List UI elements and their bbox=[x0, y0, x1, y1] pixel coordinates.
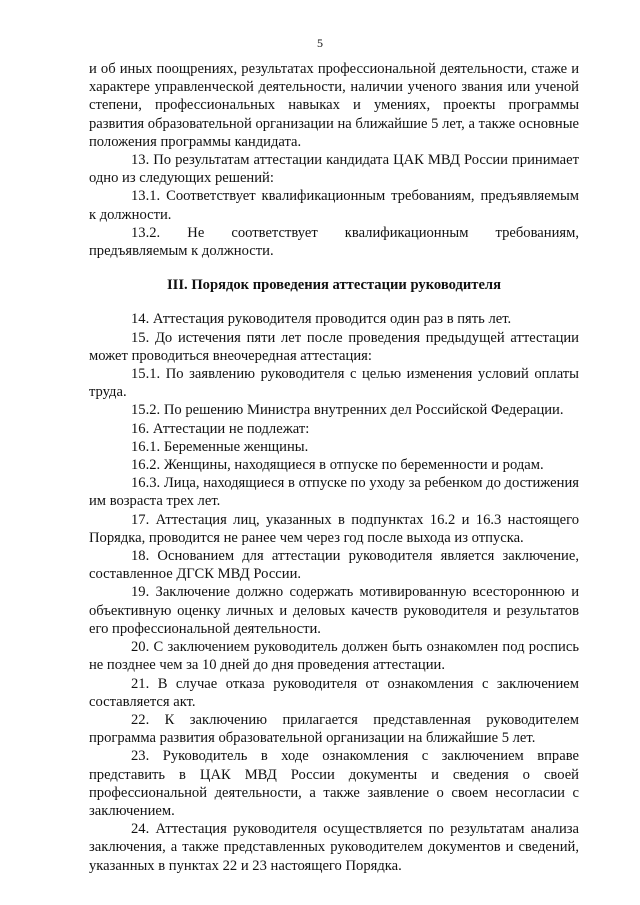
paragraph-16-3: 16.3. Лица, находящиеся в отпуске по уходу за ребенком до достижения им возраста трех лет. bbox=[89, 475, 579, 510]
paragraph-21: 21. В случае отказа руководителя от ознакомления с заключением составляется акт. bbox=[89, 675, 579, 710]
paragraph-18: 18. Основанием для аттестации руководителя является заключение, составленное ДГСК МВД России. bbox=[89, 548, 579, 583]
paragraph-16: 16. Аттестации не подлежат: bbox=[131, 420, 310, 437]
paragraph-16-1: 16.1. Беременные женщины. bbox=[131, 438, 309, 455]
paragraph-15-1: 15.1. По заявлению руководителя с целью изменения условий оплаты труда. bbox=[89, 366, 579, 401]
paragraph: и об иных поощрениях, результатах профессиональной деятельности, стаже и характере управленческой деятельности, наличии ученого звания или ученой степени, профессиональных навыках и умениях, проекты программы развития образовательной организации на ближайшие 5 лет, а также основные положения программы кандидата. bbox=[89, 61, 579, 150]
paragraph-15-2: 15.2. По решению Министра внутренних дел Российской Федерации. bbox=[131, 402, 564, 419]
paragraph-17: 17. Аттестация лиц, указанных в подпунктах 16.2 и 16.3 настоящего Порядка, проводится не ранее чем через год после выхода из отпуска. bbox=[89, 511, 579, 546]
paragraph-22: 22. К заключению прилагается представленная руководителем программа развития образовательной организации на ближайшие 5 лет. bbox=[89, 711, 579, 747]
paragraph-23: 23. Руководитель в ходе ознакомления с заключением вправе представить в ЦАК МВД России документы и сведения о своей профессиональной деятельности, а также заявление о своем несогласии с заключением. bbox=[89, 748, 579, 819]
paragraph-13: 13. По результатам аттестации кандидата ЦАК МВД России принимает одно из следующих решений: bbox=[89, 152, 579, 187]
paragraph-20: 20. С заключением руководитель должен быть ознакомлен под роспись не позднее чем за 10 дней до дня проведения аттестации. bbox=[89, 639, 579, 674]
page-number: 5 bbox=[317, 36, 323, 50]
paragraph-14: 14. Аттестация руководителя проводится один раз в пять лет. bbox=[131, 311, 512, 328]
section-heading: III. Порядок проведения аттестации руководителя bbox=[166, 277, 502, 294]
paragraph-24: 24. Аттестация руководителя осуществляется по результатам анализа заключения, а также представленных руководителем документов и сведений, указанных в пунктах 22 и 23 настоящего Порядка. bbox=[89, 821, 579, 874]
paragraph-15: 15. До истечения пяти лет после проведения предыдущей аттестации может проводиться внеочередная аттестация: bbox=[89, 329, 579, 364]
paragraph-19: 19. Заключение должно содержать мотивированную всестороннюю и объективную оценку личных и деловых качеств руководителя и результатов его профессиональной деятельности. bbox=[89, 584, 579, 637]
document-body bbox=[89, 60, 579, 875]
paragraph-16-2: 16.2. Женщины, находящиеся в отпуске по беременности и родам. bbox=[131, 457, 544, 474]
paragraph-13-2: 13.2. Не соответствует квалификационным требованиям, предъявляемым к должности. bbox=[89, 224, 579, 260]
paragraph-13-1: 13.1. Соответствует квалификационным требованиям, предъявляемым к должности. bbox=[89, 188, 579, 223]
